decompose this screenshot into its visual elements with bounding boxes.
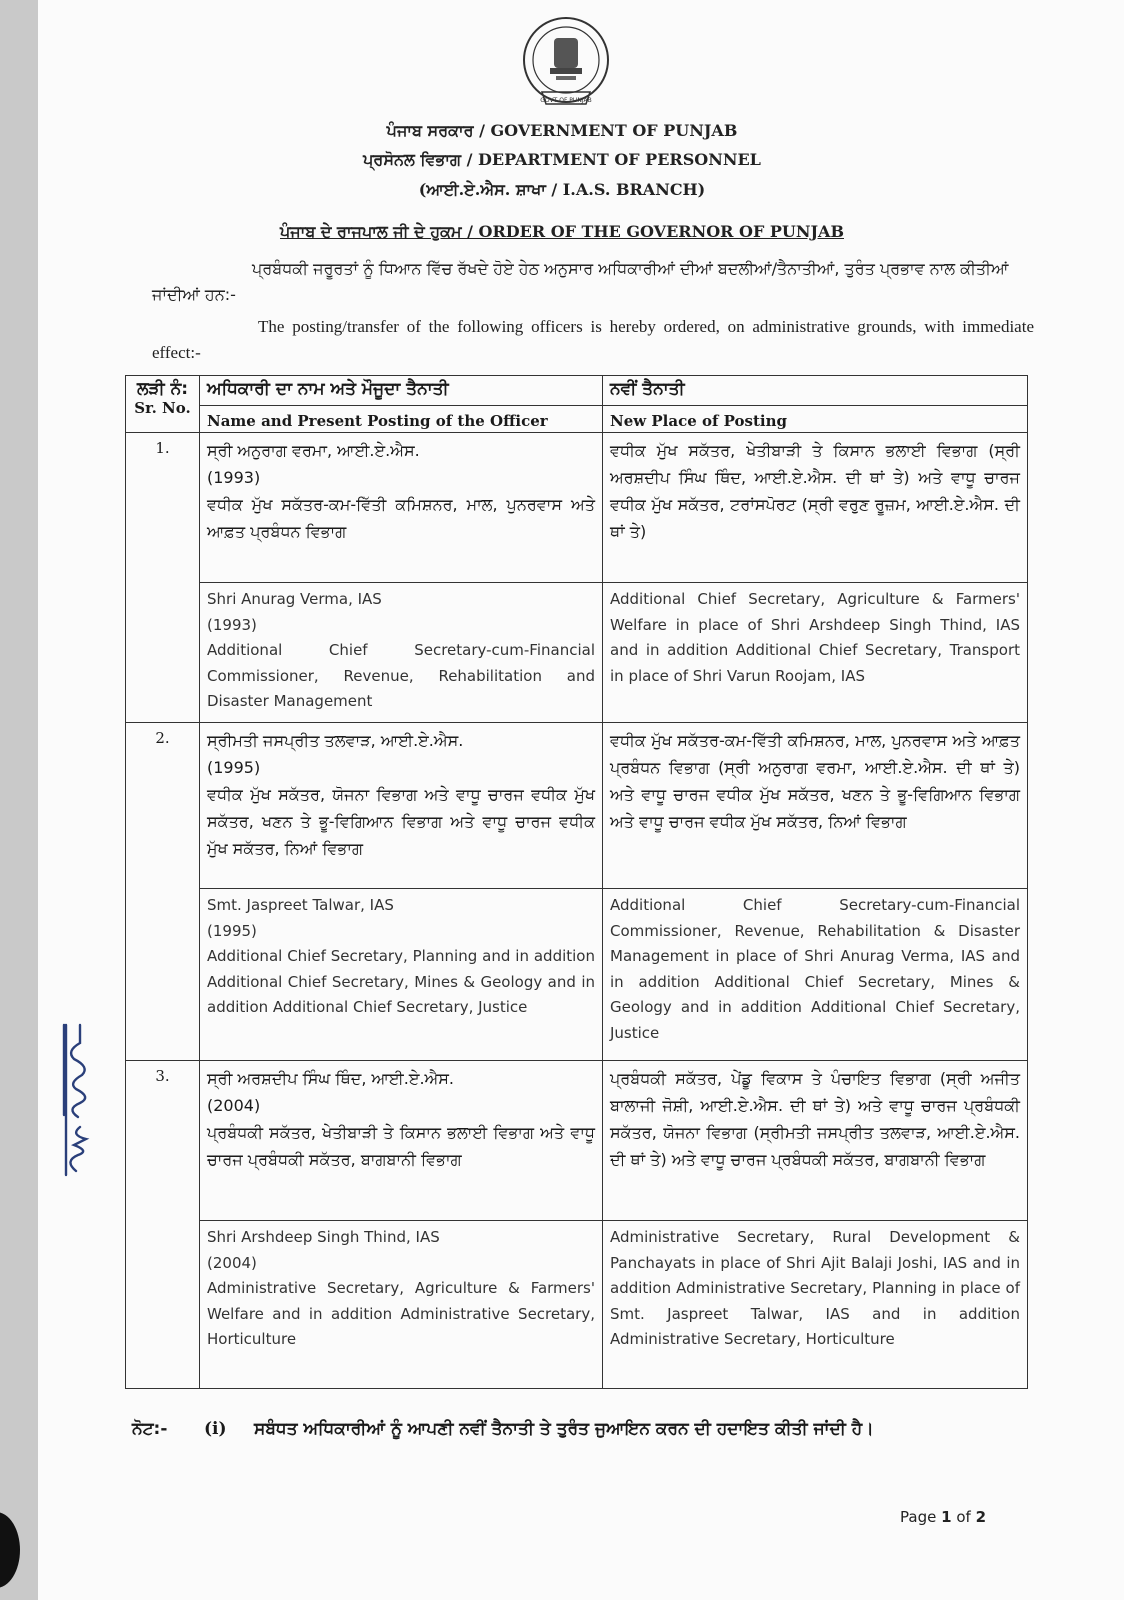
note-number: (i) bbox=[204, 1419, 227, 1439]
present-posting-pa: ਵਧੀਕ ਮੁੱਖ ਸਕੱਤਰ-ਕਮ-ਵਿੱਤੀ ਕਮਿਸ਼ਨਰ, ਮਾਲ, ਪੁਨਰਵਾਸ ਅਤੇ ਆਫ਼ਤ ਪ੍ਰਬੰਧਨ ਵਿਭਾਗ bbox=[207, 495, 595, 541]
present-posting-pa: ਵਧੀਕ ਮੁੱਖ ਸਕੱਤਰ, ਯੋਜਨਾ ਵਿਭਾਗ ਅਤੇ ਵਾਧੂ ਚਾਰਜ ਵਧੀਕ ਮੁੱਖ ਸਕੱਤਰ, ਖਣਨ ਤੇ ਭੂ-ਵਿਗਿਆਨ ਵਿਭਾਗ ਅਤੇ ਵਾਧੂ ਚਾਰਜ ਵਧੀਕ ਮੁੱਖ ਸਕੱਤਰ, ਨਿਆਂ ਵਿਭਾਗ bbox=[207, 785, 595, 858]
note-text: ਸਬੰਧਤ ਅਧਿਕਾਰੀਆਂ ਨੂੰ ਆਪਣੀ ਨਵੀਂ ਤੈਨਾਤੀ ਤੇ ਤੁਰੰਤ ਜੁਆਇਨ ਕਰਨ ਦੀ ਹਦਾਇਤ ਕੀਤੀ ਜਾਂਦੀ ਹੈ। bbox=[254, 1419, 874, 1439]
table-row bbox=[126, 889, 1028, 1061]
header-name-en: Name and Present Posting of the Officer bbox=[207, 412, 548, 430]
page-current: 1 bbox=[941, 1508, 952, 1526]
header-sr-pa: ਲੜੀ ਨੰ: bbox=[136, 379, 189, 399]
present-posting-en: Administrative Secretary, Agriculture & Farmers' Welfare and in addition Administrative Secretary, Horticulture bbox=[207, 1279, 595, 1348]
table-row bbox=[126, 723, 1028, 889]
officer-batch-pa: (1995) bbox=[207, 758, 261, 777]
officer-name-pa: ਸ੍ਰੀਮਤੀ ਜਸਪ੍ਰੀਤ ਤਲਵਾੜ, ਆਈ.ਏ.ਐਸ. bbox=[207, 731, 464, 750]
present-posting-en: Additional Chief Secretary-cum-Financial Commissioner, Revenue, Rehabilitation and Disaster Management bbox=[207, 641, 595, 710]
header-new-posting bbox=[603, 376, 1028, 433]
table-header-row bbox=[126, 376, 1028, 433]
table-row bbox=[126, 433, 1028, 583]
header-government: ਪੰਜਾਬ ਸਰਕਾਰ / GOVERNMENT OF PUNJAB bbox=[386, 121, 738, 140]
handwritten-signature bbox=[18, 1010, 108, 1180]
row-present-en bbox=[200, 583, 603, 723]
row-present-pa bbox=[200, 433, 603, 583]
officer-batch-en: (2004) bbox=[207, 1253, 257, 1272]
new-posting-en: Additional Chief Secretary, Agriculture & Farmers' Welfare in place of Shri Arshdeep Singh Thind, IAS and in addition Additional Chief Secretary, Transport in place of Shri Varun Roojam, IAS bbox=[603, 583, 1028, 723]
officer-batch-pa: (1993) bbox=[207, 468, 261, 487]
row-present-pa bbox=[200, 723, 603, 889]
officer-batch-pa: (2004) bbox=[207, 1096, 261, 1115]
officer-name-en: Smt. Jaspreet Talwar, IAS bbox=[207, 896, 394, 914]
officer-batch-en: (1993) bbox=[207, 615, 257, 634]
header-name bbox=[200, 376, 603, 433]
row-present-pa bbox=[200, 1061, 603, 1221]
present-posting-pa: ਪ੍ਰਬੰਧਕੀ ਸਕੱਤਰ, ਖੇਤੀਬਾੜੀ ਤੇ ਕਿਸਾਨ ਭਲਾਈ ਵਿਭਾਗ ਅਤੇ ਵਾਧੂ ਚਾਰਜ ਪ੍ਰਬੰਧਕੀ ਸਕੱਤਰ, ਬਾਗਬਾਨੀ ਵਿਭਾਗ bbox=[207, 1123, 595, 1169]
table-row bbox=[126, 583, 1028, 723]
row-sr: 1. bbox=[126, 433, 200, 723]
new-posting-en: Administrative Secretary, Rural Development & Panchayats in place of Shri Ajit Balaji Joshi, IAS and in addition Administrative Secretary, Planning in place of Smt. Jaspreet Talwar, IAS and in addition Administrative Secretary, Horticulture bbox=[603, 1221, 1028, 1389]
header-name-pa: ਅਧਿਕਾਰੀ ਦਾ ਨਾਮ ਅਤੇ ਮੌਜੂਦਾ ਤੈਨਾਤੀ bbox=[207, 379, 449, 399]
note-label: ਨੋਟ:- bbox=[132, 1419, 168, 1439]
intro-english: The posting/transfer of the following officers is hereby ordered, on administrative grounds, with immediate effect:- bbox=[152, 317, 1034, 362]
row-sr: 2. bbox=[126, 723, 200, 1061]
intro-punjabi: ਪ੍ਰਬੰਧਕੀ ਜਰੂਰਤਾਂ ਨੂੰ ਧਿਆਨ ਵਿੱਚ ਰੱਖਦੇ ਹੋਏ ਹੇਠ ਅਨੁਸਾਰ ਅਧਿਕਾਰੀਆਂ ਦੀਆਂ ਬਦਲੀਆਂ/ਤੈਨਾਤੀਆਂ, ਤੁਰੰਤ ਪ੍ਰਭਾਵ ਨਾਲ ਕੀਤੀਆਂ ਜਾਂਦੀਆਂ ਹਨ:- bbox=[152, 259, 1009, 304]
page-number bbox=[900, 1508, 986, 1526]
new-posting-pa: ਵਧੀਕ ਮੁੱਖ ਸਕੱਤਰ-ਕਮ-ਵਿੱਤੀ ਕਮਿਸ਼ਨਰ, ਮਾਲ, ਪੁਨਰਵਾਸ ਅਤੇ ਆਫ਼ਤ ਪ੍ਰਬੰਧਨ ਵਿਭਾਗ (ਸ੍ਰੀ ਅਨੁਰਾਗ ਵਰਮਾ, ਆਈ.ਏ.ਐਸ. ਦੀ ਥਾਂ ਤੇ) ਅਤੇ ਵਾਧੂ ਚਾਰਜ ਵਧੀਕ ਮੁੱਖ ਸਕੱਤਰ, ਖਣਨ ਤੇ ਭੂ-ਵਿਗਿਆਨ ਵਿਭਾਗ ਅਤੇ ਵਾਧੂ ਚਾਰਜ ਵਧੀਕ ਮੁੱਖ ਸਕੱਤਰ, ਨਿਆਂ ਵਿਭਾਗ bbox=[603, 723, 1028, 889]
emblem-lettering: GOVT OF PUNJAB bbox=[540, 97, 592, 104]
header-department: ਪ੍ਰਸੋਨਲ ਵਿਭਾਗ / DEPARTMENT OF PERSONNEL bbox=[363, 150, 761, 169]
state-emblem-icon bbox=[520, 14, 612, 110]
header-new-pa: ਨਵੀਂ ਤੈਨਾਤੀ bbox=[610, 379, 685, 399]
header-sr-en: Sr. No. bbox=[134, 399, 191, 417]
table-row bbox=[126, 1061, 1028, 1221]
officer-batch-en: (1995) bbox=[207, 921, 257, 940]
header-branch: (ਆਈ.ਏ.ਐਸ. ਸ਼ਾਖਾ / I.A.S. BRANCH) bbox=[418, 180, 706, 199]
table-row bbox=[126, 1221, 1028, 1389]
page-of: of bbox=[956, 1508, 971, 1526]
scan-artifact bbox=[0, 1512, 20, 1588]
row-sr: 3. bbox=[126, 1061, 200, 1389]
postings-table bbox=[125, 375, 1028, 1389]
officer-name-pa: ਸ੍ਰੀ ਅਨੁਰਾਗ ਵਰਮਾ, ਆਈ.ਏ.ਐਸ. bbox=[207, 441, 420, 460]
new-posting-pa: ਵਧੀਕ ਮੁੱਖ ਸਕੱਤਰ, ਖੇਤੀਬਾੜੀ ਤੇ ਕਿਸਾਨ ਭਲਾਈ ਵਿਭਾਗ (ਸ੍ਰੀ ਅਰਸ਼ਦੀਪ ਸਿੰਘ ਥਿੰਦ, ਆਈ.ਏ.ਐਸ. ਦੀ ਥਾਂ ਤੇ) ਅਤੇ ਵਾਧੂ ਚਾਰਜ ਵਧੀਕ ਮੁੱਖ ਸਕੱਤਰ, ਟਰਾਂਸਪੋਰਟ (ਸ੍ਰੀ ਵਰੁਣ ਰੂਜ਼ਮ, ਆਈ.ਏ.ਐਸ. ਦੀ ਥਾਂ ਤੇ) bbox=[603, 433, 1028, 583]
order-title: ਪੰਜਾਬ ਦੇ ਰਾਜਪਾਲ ਜੀ ਦੇ ਹੁਕਮ / ORDER OF THE GOVERNOR OF PUNJAB bbox=[279, 222, 844, 241]
officer-name-en: Shri Arshdeep Singh Thind, IAS bbox=[207, 1228, 440, 1246]
present-posting-en: Additional Chief Secretary, Planning and in addition Additional Chief Secretary, Mines & Geology and in addition Additional Chief Secretary, Justice bbox=[207, 947, 595, 1016]
officer-name-pa: ਸ੍ਰੀ ਅਰਸ਼ਦੀਪ ਸਿੰਘ ਥਿੰਦ, ਆਈ.ਏ.ਐਸ. bbox=[207, 1069, 455, 1088]
page-total: 2 bbox=[975, 1508, 987, 1526]
new-posting-pa: ਪ੍ਰਬੰਧਕੀ ਸਕੱਤਰ, ਪੇਂਡੂ ਵਿਕਾਸ ਤੇ ਪੰਚਾਇਤ ਵਿਭਾਗ (ਸ੍ਰੀ ਅਜੀਤ ਬਾਲਾਜੀ ਜੋਸ਼ੀ, ਆਈ.ਏ.ਐਸ. ਦੀ ਥਾਂ ਤੇ) ਅਤੇ ਵਾਧੂ ਚਾਰਜ ਪ੍ਰਬੰਧਕੀ ਸਕੱਤਰ, ਯੋਜਨਾ ਵਿਭਾਗ (ਸ੍ਰੀਮਤੀ ਜਸਪ੍ਰੀਤ ਤਲਵਾੜ, ਆਈ.ਏ.ਐਸ. ਦੀ ਥਾਂ ਤੇ) ਅਤੇ ਵਾਧੂ ਚਾਰਜ ਪ੍ਰਬੰਧਕੀ ਸਕੱਤਰ, ਬਾਗਬਾਨੀ ਵਿਭਾਗ bbox=[603, 1061, 1028, 1221]
officer-name-en: Shri Anurag Verma, IAS bbox=[207, 590, 382, 608]
header-new-en: New Place of Posting bbox=[610, 412, 788, 430]
header-sr bbox=[126, 376, 200, 433]
row-present-en bbox=[200, 1221, 603, 1389]
page-word: Page bbox=[900, 1508, 937, 1526]
signature-lettering: ਸੀਤ ਸਮਰਤਾ bbox=[18, 1010, 23, 1011]
new-posting-en: Additional Chief Secretary-cum-Financial Commissioner, Revenue, Rehabilitation & Disaster Management in place of Shri Anurag Verma, IAS and in addition Additional Chief Secretary, Mines & Geology and in addition Additional Chief Secretary, Justice bbox=[603, 889, 1028, 1061]
row-present-en bbox=[200, 889, 603, 1061]
